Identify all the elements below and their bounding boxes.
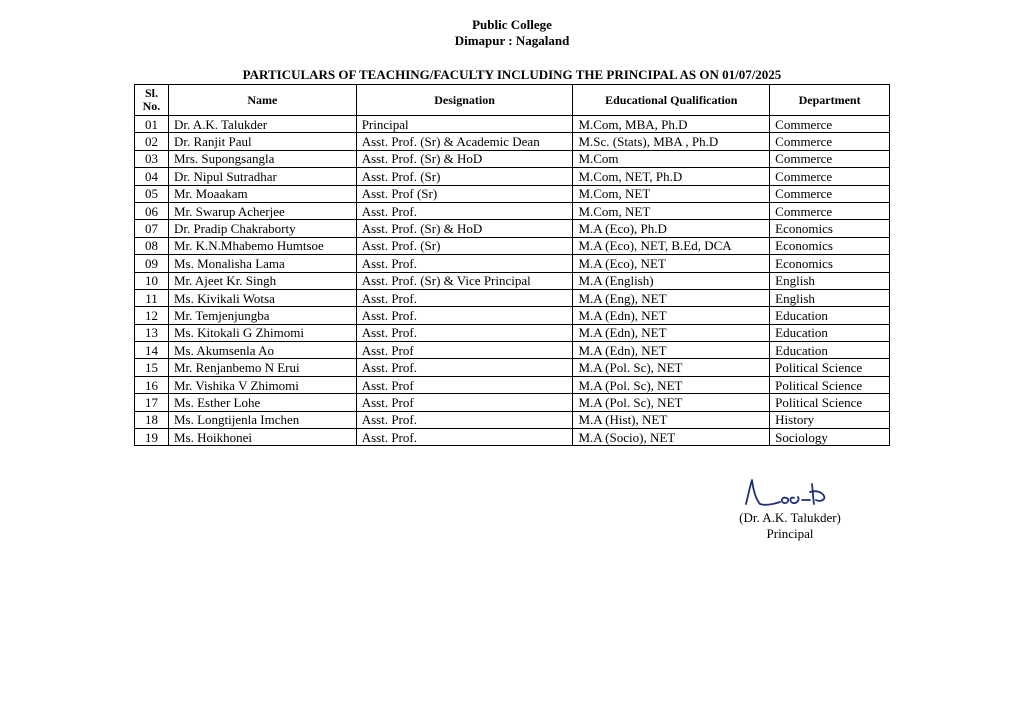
table-row (135, 150, 890, 167)
table-row (135, 237, 890, 254)
column-header-sl-line1: Sl. (144, 86, 158, 100)
cell-department: Commerce (770, 150, 890, 167)
cell-designation: Asst. Prof. (356, 429, 573, 446)
cell-sl-no: 18 (135, 411, 169, 428)
cell-designation: Asst. Prof (Sr) (356, 185, 573, 202)
cell-department: Commerce (770, 185, 890, 202)
signature-block (700, 474, 880, 542)
cell-name: Mr. Renjanbemo N Erui (168, 359, 356, 376)
cell-department: Commerce (770, 168, 890, 185)
cell-name: Dr. Pradip Chakraborty (168, 220, 356, 237)
cell-department: Education (770, 342, 890, 359)
cell-name: Ms. Kitokali G Zhimomi (168, 324, 356, 341)
document-header (0, 17, 1024, 49)
cell-name: Mr. Ajeet Kr. Singh (168, 272, 356, 289)
table-row (135, 255, 890, 272)
cell-designation: Asst. Prof. (Sr) (356, 237, 573, 254)
cell-name: Ms. Monalisha Lama (168, 255, 356, 272)
cell-sl-no: 17 (135, 394, 169, 411)
cell-qualification: M.A (Eco), NET (573, 255, 770, 272)
cell-department: Economics (770, 220, 890, 237)
column-header-department: Department (770, 85, 890, 116)
table-row (135, 324, 890, 341)
cell-department: Commerce (770, 133, 890, 150)
cell-designation: Asst. Prof. (356, 411, 573, 428)
cell-name: Ms. Akumsenla Ao (168, 342, 356, 359)
cell-qualification: M.A (Eco), Ph.D (573, 220, 770, 237)
institution-location: Dimapur : Nagaland (454, 33, 570, 48)
column-header-sl-no (135, 85, 169, 116)
cell-qualification: M.Com, NET, Ph.D (573, 168, 770, 185)
table-row (135, 116, 890, 133)
table-row (135, 168, 890, 185)
cell-qualification: M.A (English) (573, 272, 770, 289)
cell-name: Dr. A.K. Talukder (168, 116, 356, 133)
cell-sl-no: 10 (135, 272, 169, 289)
cell-sl-no: 03 (135, 150, 169, 167)
cell-qualification: M.A (Hist), NET (573, 411, 770, 428)
cell-name: Mr. Moaakam (168, 185, 356, 202)
signatory-title: Principal (766, 526, 814, 541)
table-row (135, 133, 890, 150)
cell-department: Sociology (770, 429, 890, 446)
cell-sl-no: 05 (135, 185, 169, 202)
institution-name: Public College (472, 17, 552, 32)
cell-department: Economics (770, 237, 890, 254)
cell-designation: Asst. Prof. (Sr) & Vice Principal (356, 272, 573, 289)
cell-qualification: M.Com, NET (573, 185, 770, 202)
cell-name: Ms. Hoikhonei (168, 429, 356, 446)
cell-designation: Asst. Prof. (356, 324, 573, 341)
cell-qualification: M.Sc. (Stats), MBA , Ph.D (573, 133, 770, 150)
cell-sl-no: 02 (135, 133, 169, 150)
cell-department: Commerce (770, 116, 890, 133)
cell-designation: Asst. Prof. (356, 359, 573, 376)
table-row (135, 272, 890, 289)
cell-designation: Asst. Prof. (Sr) & HoD (356, 150, 573, 167)
cell-department: English (770, 272, 890, 289)
cell-sl-no: 04 (135, 168, 169, 185)
cell-designation: Asst. Prof. (Sr) & HoD (356, 220, 573, 237)
cell-department: Commerce (770, 202, 890, 219)
cell-sl-no: 09 (135, 255, 169, 272)
cell-qualification: M.Com, NET (573, 202, 770, 219)
cell-department: History (770, 411, 890, 428)
cell-sl-no: 13 (135, 324, 169, 341)
cell-designation: Asst. Prof (356, 376, 573, 393)
column-header-sl-line2: No. (142, 99, 161, 113)
cell-name: Mr. Temjenjungba (168, 307, 356, 324)
table-row (135, 202, 890, 219)
cell-qualification: M.A (Eco), NET, B.Ed, DCA (573, 237, 770, 254)
cell-sl-no: 14 (135, 342, 169, 359)
cell-department: English (770, 289, 890, 306)
table-row (135, 185, 890, 202)
cell-designation: Asst. Prof. (Sr) (356, 168, 573, 185)
cell-qualification: M.A (Edn), NET (573, 324, 770, 341)
table-row (135, 411, 890, 428)
cell-designation: Asst. Prof. (356, 255, 573, 272)
cell-name: Dr. Ranjit Paul (168, 133, 356, 150)
document-title: PARTICULARS OF TEACHING/FACULTY INCLUDING THE PRINCIPAL AS ON 01/07/2025 (242, 67, 782, 82)
cell-department: Political Science (770, 376, 890, 393)
signatory-name: (Dr. A.K. Talukder) (739, 510, 841, 525)
table-row (135, 289, 890, 306)
handwritten-signature (740, 474, 850, 510)
cell-designation: Asst. Prof. (356, 202, 573, 219)
table-row (135, 342, 890, 359)
table-row (135, 394, 890, 411)
cell-qualification: M.A (Pol. Sc), NET (573, 394, 770, 411)
table-row (135, 376, 890, 393)
cell-sl-no: 16 (135, 376, 169, 393)
cell-department: Political Science (770, 359, 890, 376)
cell-department: Education (770, 307, 890, 324)
cell-designation: Asst. Prof (356, 342, 573, 359)
cell-sl-no: 07 (135, 220, 169, 237)
cell-qualification: M.A (Eng), NET (573, 289, 770, 306)
cell-qualification: M.A (Edn), NET (573, 342, 770, 359)
cell-department: Political Science (770, 394, 890, 411)
table-row (135, 220, 890, 237)
table-row (135, 359, 890, 376)
cell-name: Ms. Esther Lohe (168, 394, 356, 411)
cell-designation: Asst. Prof. (356, 289, 573, 306)
cell-qualification: M.A (Socio), NET (573, 429, 770, 446)
column-header-designation: Designation (356, 85, 573, 116)
cell-qualification: M.Com (573, 150, 770, 167)
cell-department: Economics (770, 255, 890, 272)
cell-name: Mr. K.N.Mhabemo Humtsoe (168, 237, 356, 254)
cell-qualification: M.Com, MBA, Ph.D (573, 116, 770, 133)
cell-qualification: M.A (Pol. Sc), NET (573, 376, 770, 393)
cell-name: Dr. Nipul Sutradhar (168, 168, 356, 185)
faculty-table (134, 84, 890, 446)
table-header-row (135, 85, 890, 116)
column-header-qualification: Educational Qualification (573, 85, 770, 116)
cell-designation: Asst. Prof. (Sr) & Academic Dean (356, 133, 573, 150)
cell-sl-no: 06 (135, 202, 169, 219)
cell-designation: Asst. Prof (356, 394, 573, 411)
table-row (135, 429, 890, 446)
cell-name: Mrs. Supongsangla (168, 150, 356, 167)
cell-sl-no: 11 (135, 289, 169, 306)
cell-department: Education (770, 324, 890, 341)
cell-sl-no: 15 (135, 359, 169, 376)
cell-name: Ms. Kivikali Wotsa (168, 289, 356, 306)
cell-name: Mr. Vishika V Zhimomi (168, 376, 356, 393)
cell-name: Mr. Swarup Acherjee (168, 202, 356, 219)
cell-name: Ms. Longtijenla Imchen (168, 411, 356, 428)
cell-qualification: M.A (Pol. Sc), NET (573, 359, 770, 376)
cell-sl-no: 01 (135, 116, 169, 133)
table-row (135, 307, 890, 324)
cell-designation: Principal (356, 116, 573, 133)
cell-designation: Asst. Prof. (356, 307, 573, 324)
cell-sl-no: 19 (135, 429, 169, 446)
cell-qualification: M.A (Edn), NET (573, 307, 770, 324)
cell-sl-no: 12 (135, 307, 169, 324)
cell-sl-no: 08 (135, 237, 169, 254)
column-header-name: Name (168, 85, 356, 116)
